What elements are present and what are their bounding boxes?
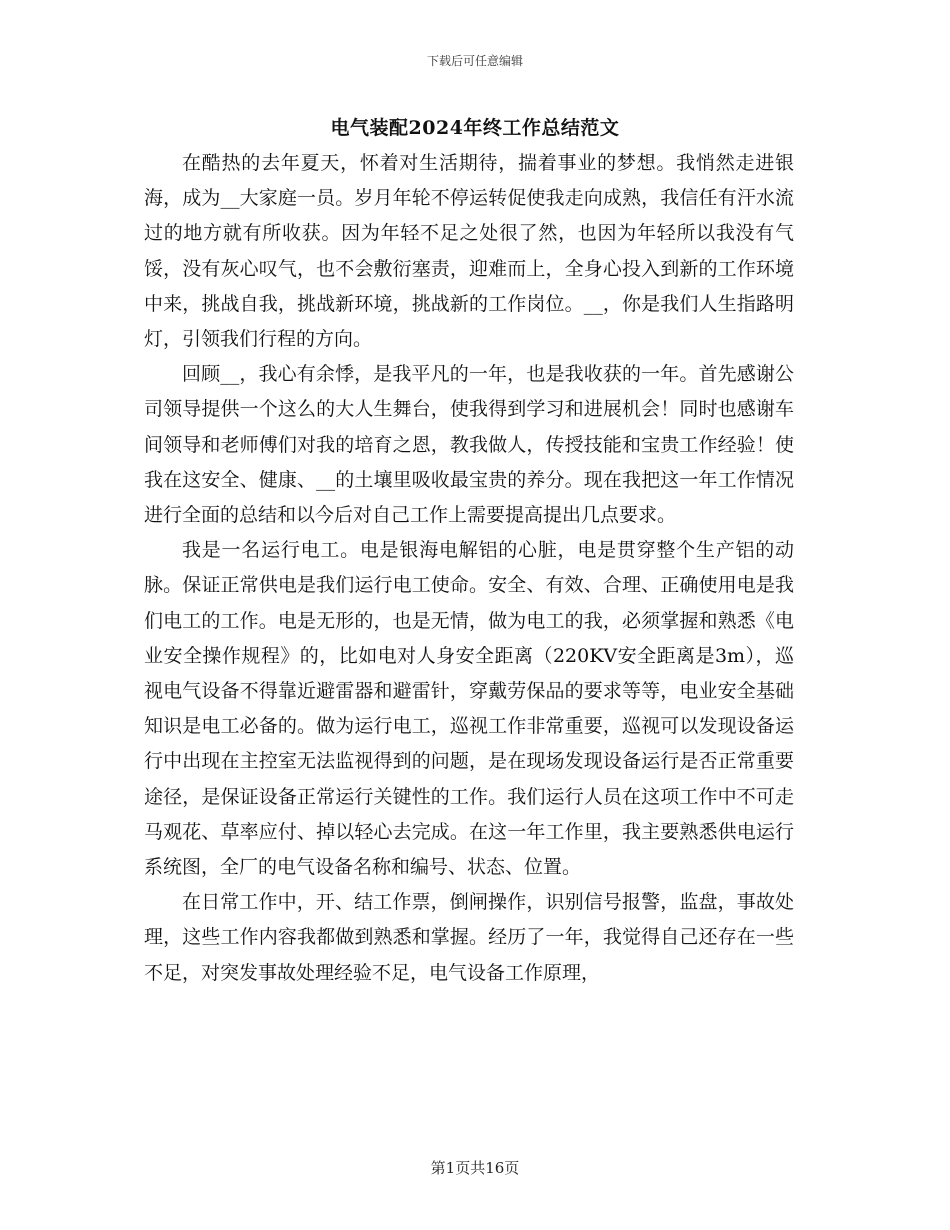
- paragraph-3: 我是一名运行电工。电是银海电解铝的心脏，电是贯穿整个生产铝的动脉。保证正常供电是我们运行电工使命。安全、有效、合理、正确使用电是我们电工的工作。电是无形的，也是无情，做为电工的我，必须掌握和熟悉《电业安全操作规程》的，比如电对人身安全距离（220KV安全距离是3m），巡视电气设备不得靠近避雷器和避雷针，穿戴劳保品的要求等等，电业安全基础知识是电工必备的。做为运行电工，巡视工作非常重要，巡视可以发现设备运行中出现在主控室无法监视得到的问题，是在现场发现设备运行是否正常重要途径，是保证设备正常运行关键性的工作。我们运行人员在这项工作中不可走马观花、草率应付、掉以轻心去完成。在这一年工作里，我主要熟悉供电运行系统图，全厂的电气设备名称和编号、状态、位置。: [144, 539, 794, 879]
- page-header-note: 下载后可任意编辑: [426, 54, 523, 68]
- paragraph-2: 回顾__，我心有余悸，是我平凡的一年，也是我收获的一年。首先感谢公司领导提供一个这么的大人生舞台，使我得到学习和进展机会！同时也感谢车间领导和老师傅们对我的培育之恩，教我做人，传授技能和宝贵工作经验！使我在这安全、健康、__的土壤里吸收最宝贵的养分。现在我把这一年工作情况进行全面的总结和以今后对自己工作上需要提高提出几点要求。: [144, 363, 794, 527]
- paragraph-1: 在酷热的去年夏天，怀着对生活期待，揣着事业的梦想。我悄然走进银海，成为__大家庭一员。岁月年轮不停运转促使我走向成熟，我信任有汗水流过的地方就有所收获。因为年轻不足之处很了然，也因为年轻所以我没有气馁，没有灰心叹气，也不会敷衍塞责，迎难而上，全身心投入到新的工作环境中来，挑战自我，挑战新环境，挑战新的工作岗位。__，你是我们人生指路明灯，引领我们行程的方向。: [144, 152, 794, 351]
- document-title: 电气装配2024年终工作总结范文: [330, 117, 620, 139]
- page-number: 第1页共16页: [430, 1159, 520, 1177]
- document-body: [144, 146, 794, 991]
- paragraph-4: 在日常工作中，开、结工作票，倒闸操作，识别信号报警，监盘，事故处理，这些工作内容我都做到熟悉和掌握。经历了一年，我觉得自己还存在一些不足，对突发事故处理经验不足，电气设备工作原理，: [144, 891, 794, 984]
